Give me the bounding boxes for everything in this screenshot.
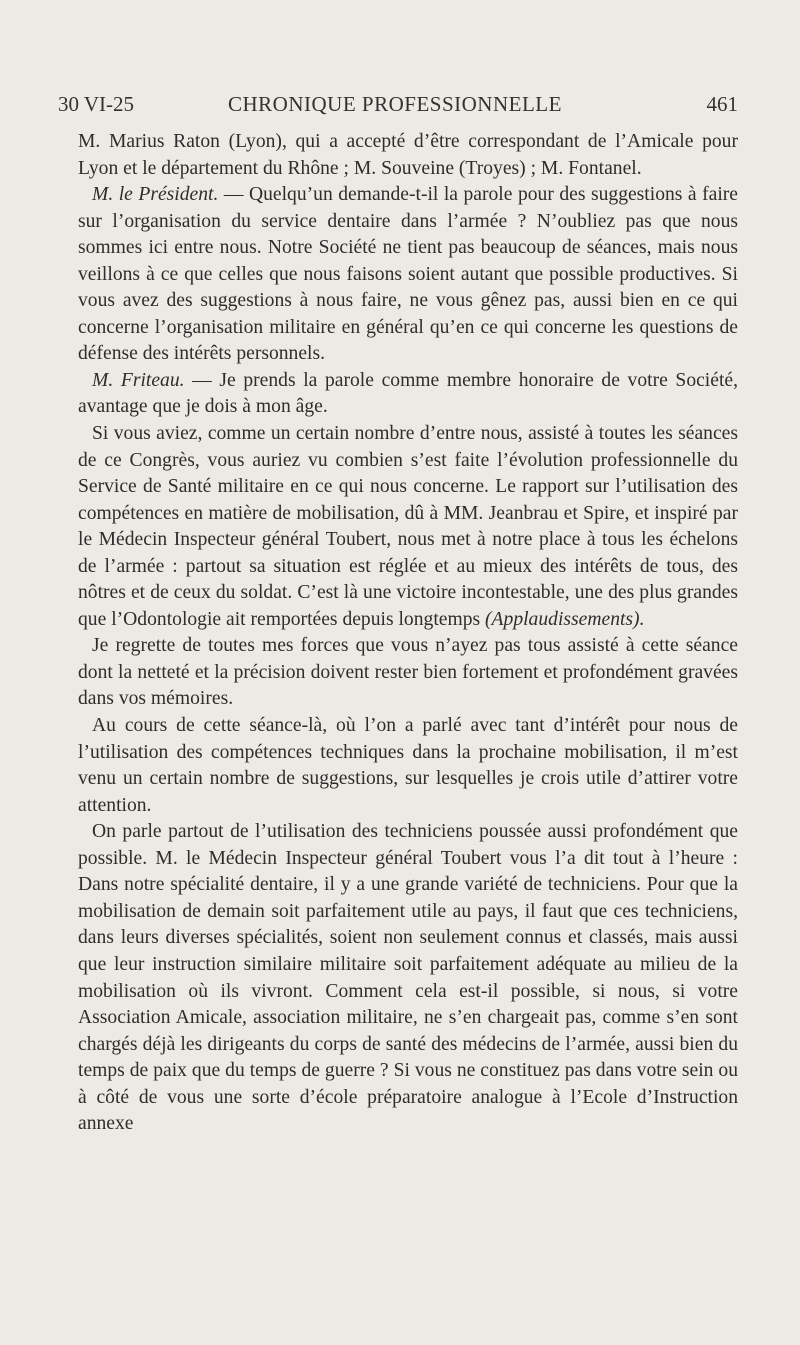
paragraph-6-text: Au cours de cette séance-là, où l’on a parlé avec tant d’intérêt pour nous de l’utilisation des compétences techniques dans la prochaine mobilisation, il m’est venu un certain nombre de suggestions, sur lesquelles je crois utile d’attirer votre attention. bbox=[78, 715, 738, 816]
paragraph-3 bbox=[78, 368, 738, 421]
paragraph-5 bbox=[78, 633, 738, 713]
paragraph-3-text: — Je prends la parole comme membre honoraire de votre Société, avantage que je dois à mon âge. bbox=[78, 369, 738, 418]
header-date: 30 VI-25 bbox=[58, 92, 135, 116]
header-title: CHRONIQUE PROFESSIONNELLE bbox=[228, 92, 562, 116]
paragraph-7-text: On parle partout de l’utilisation des techniciens poussée aussi profondément que possible. M. le Médecin Inspecteur général Toubert vous l’a dit tout à l’heure : Dans notre spécialité dentaire, il y a une grande variété de techniciens. Pour que la mobilisation de demain soit parfaitement utile au pays, il faut que ces techniciens, dans leurs diverses spécialités, soient non seulement connus et classés, mais aussi que leur instruction similaire militaire soit parfaitement adéquate au milieu de la mobilisation où ils vivront. Comment cela est-il possible, si nous, si votre Association Amicale, association militaire, ne s’en chargeait pas, comme s’en sont chargés déjà les dirigeants du corps de santé des médecins de l’armée, aussi bien du temps de paix que du temps de guerre ? Si vous ne constituez pas dans votre sein ou à côté de vous une sorte d’école préparatoire analogue à l’Ecole d’Instruction annexe bbox=[78, 821, 738, 1135]
paragraph-2-text: — Quelqu’un demande-t-il la parole pour des suggestions à faire sur l’organisation du service dentaire dans l’armée ? N’oubliez pas que nous sommes ici entre nous. Notre Société ne tient pas beaucoup de séances, mais nous veillons à ce que celles que nous faisons soient autant que possible productives. Si vous avez des suggestions à nous faire, ne vous gênez pas, aussi bien en ce qui concerne l’organisation militaire en général qu’en ce qui concerne les questions de défense des intérêts personnels. bbox=[78, 184, 738, 365]
speaker-friteau: M. Friteau. bbox=[92, 369, 185, 391]
paragraph-5-text: Je regrette de toutes mes forces que vous n’ayez pas tous assisté à cette séance dont la netteté et la précision doivent rester bien fortement et profondément gravées dans vos mémoires. bbox=[78, 635, 738, 710]
paragraph-4 bbox=[78, 421, 738, 633]
paragraph-1-text: M. Marius Raton (Lyon), qui a accepté d’être correspondant de l’Amicale pour Lyon et le département du Rhône ; M. Souveine (Troyes) ; M. Fontanel. bbox=[78, 131, 738, 179]
paragraph-4-text: Si vous aviez, comme un certain nombre d’entre nous, assisté à toutes les séances de ce Congrès, vous auriez vu combien s’est faite l’évolution professionnelle du Service de Santé militaire en ce qui nous concerne. Le rapport sur l’utilisation des compétences en matière de mobilisation, dû à MM. Jeanbrau et Spire, et inspiré par le Médecin Inspecteur général Toubert, nous met à notre place à tous les échelons de l’armée : partout sa situation est réglée et au mieux des intérêts de tous, des nôtres et de ceux du soldat. C’est là une victoire incontestable, une des plus grandes que l’Odontologie ait remportées depuis longtemps bbox=[78, 423, 738, 630]
running-header bbox=[58, 92, 738, 126]
paragraph-7 bbox=[78, 819, 738, 1138]
speaker-president: M. le Président. bbox=[92, 184, 219, 206]
page-body bbox=[78, 129, 738, 1138]
paragraph-1 bbox=[78, 129, 738, 182]
page-number: 461 bbox=[706, 92, 738, 116]
paragraph-2 bbox=[78, 182, 738, 368]
paragraph-6 bbox=[78, 713, 738, 819]
applause-note: (Applaudissements). bbox=[485, 608, 645, 630]
